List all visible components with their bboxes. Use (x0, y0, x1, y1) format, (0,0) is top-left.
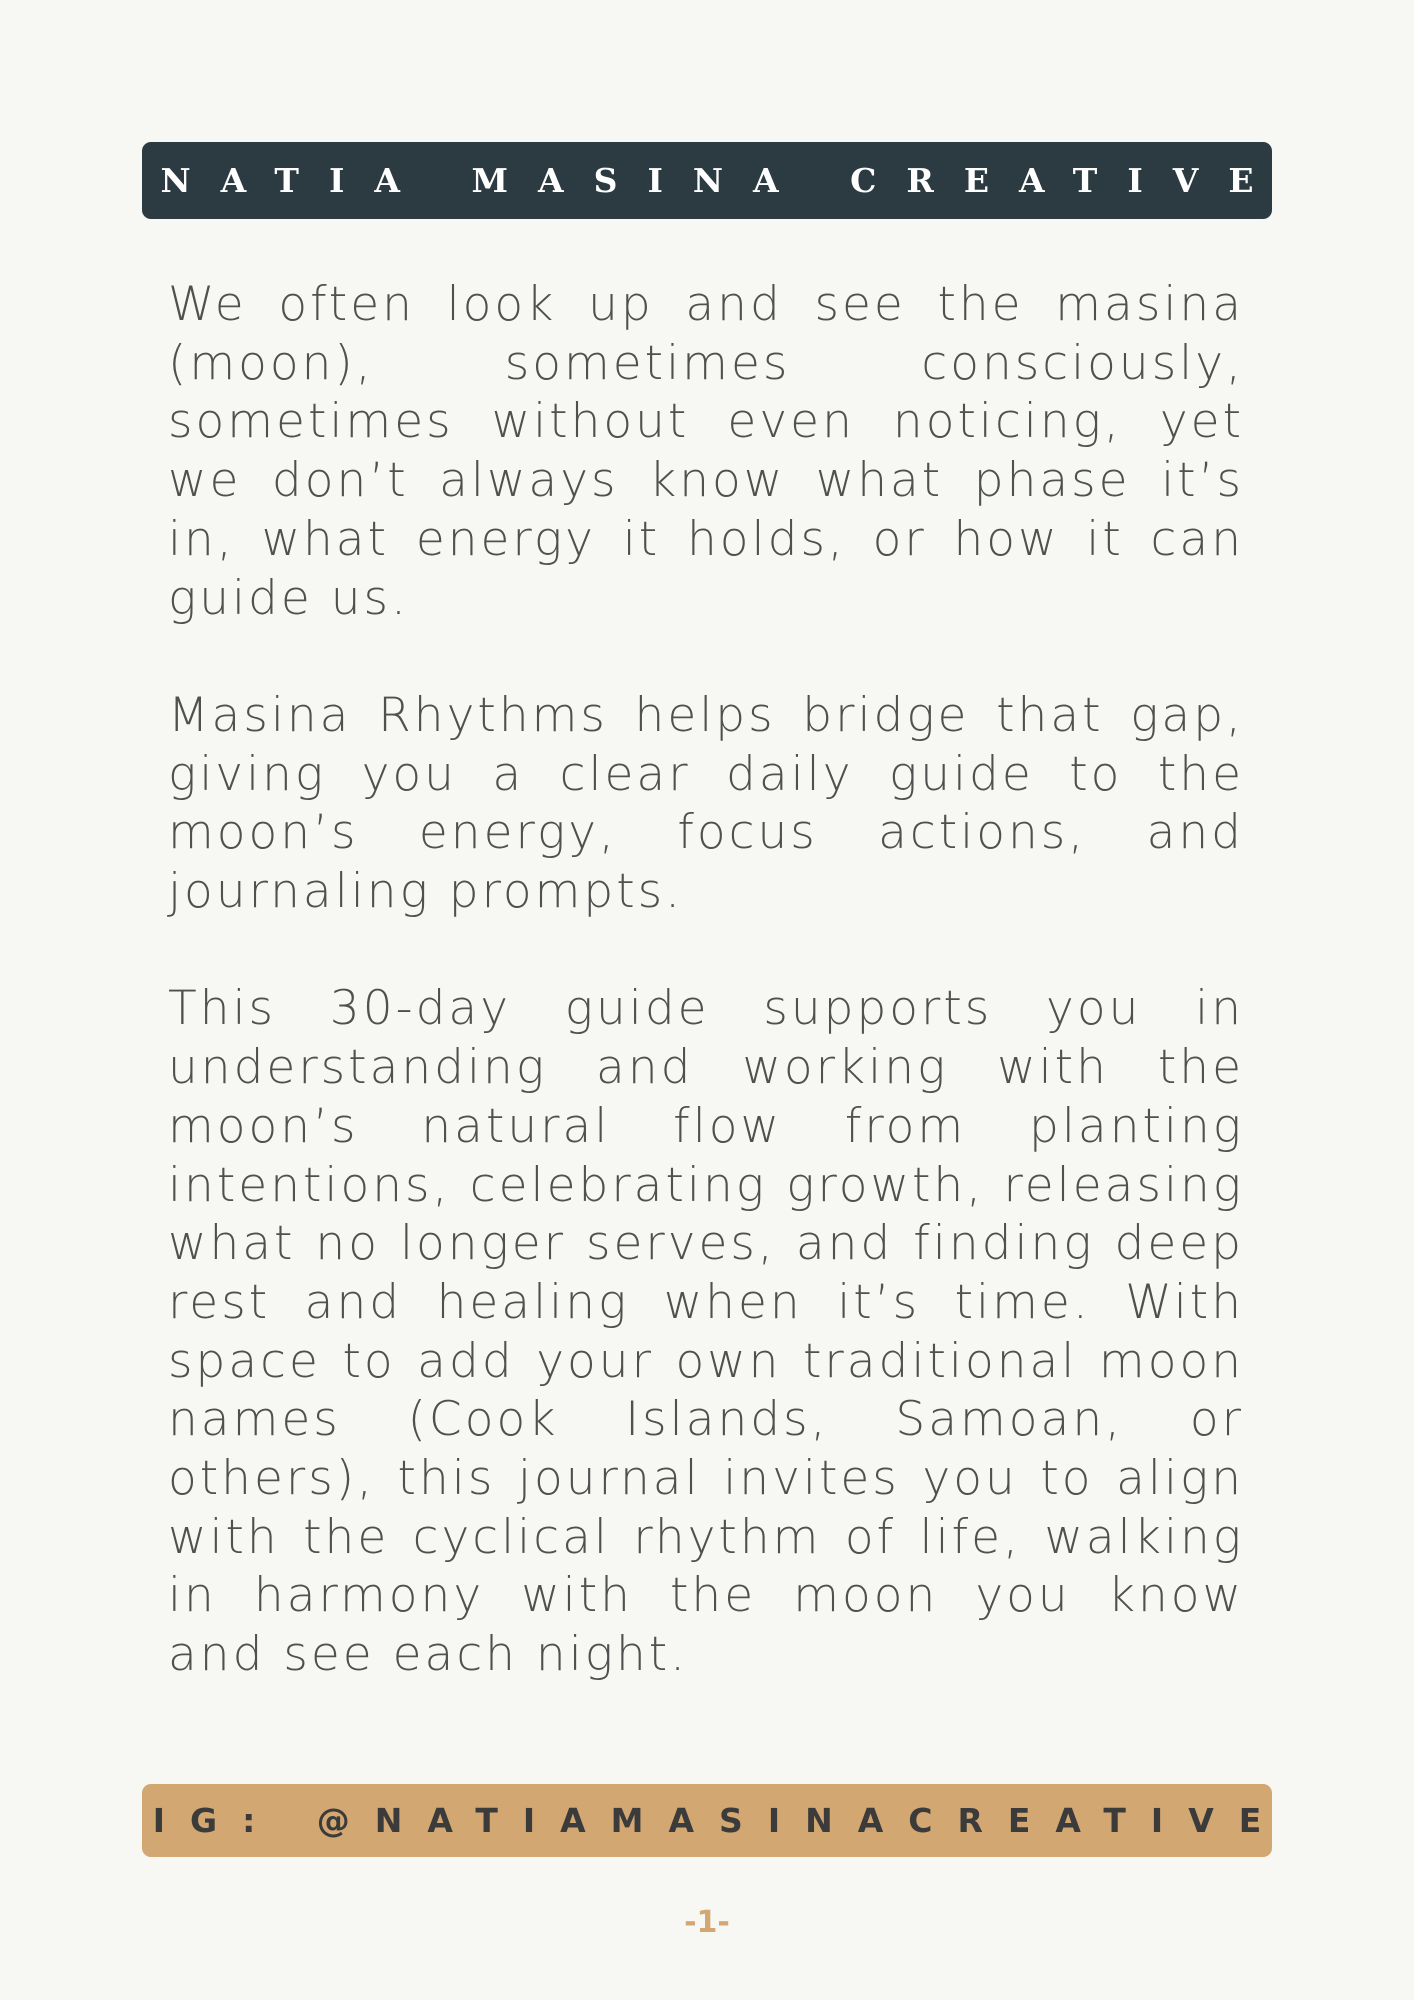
page-number: -1- (684, 1905, 730, 1940)
paragraph-guide-details: This 30-day guide supports you in understanding and working with the moon’s natural flow from planting intentions, celebrating growth, releasing what no longer serves, and finding deep rest and healing when it’s time. With space to add your own traditional moon names (Cook Islands, Samoan, or others), this journal invites you to align with the cyclical rhythm of life, walking in harmony with the moon you know and see each night. (168, 981, 1244, 1683)
header-banner (142, 142, 1284, 219)
instagram-handle: IG: @NATIAMASINACREATIVE (152, 1801, 1287, 1840)
footer-banner (142, 1784, 1287, 1857)
paragraph-intro: We often look up and see the masina (moon), sometimes consciously, sometimes without even noticing, yet we don’t always know what phase it’s in, what energy it holds, or how it can guide us. (168, 277, 1244, 626)
body-content (168, 276, 1244, 1744)
paragraph-purpose: Masina Rhythms helps bridge that gap, giving you a clear daily guide to the moon’s energy, focus actions, and journaling prompts. (168, 687, 1244, 920)
brand-title: NATIA MASINA CREATIVE (160, 161, 1284, 200)
